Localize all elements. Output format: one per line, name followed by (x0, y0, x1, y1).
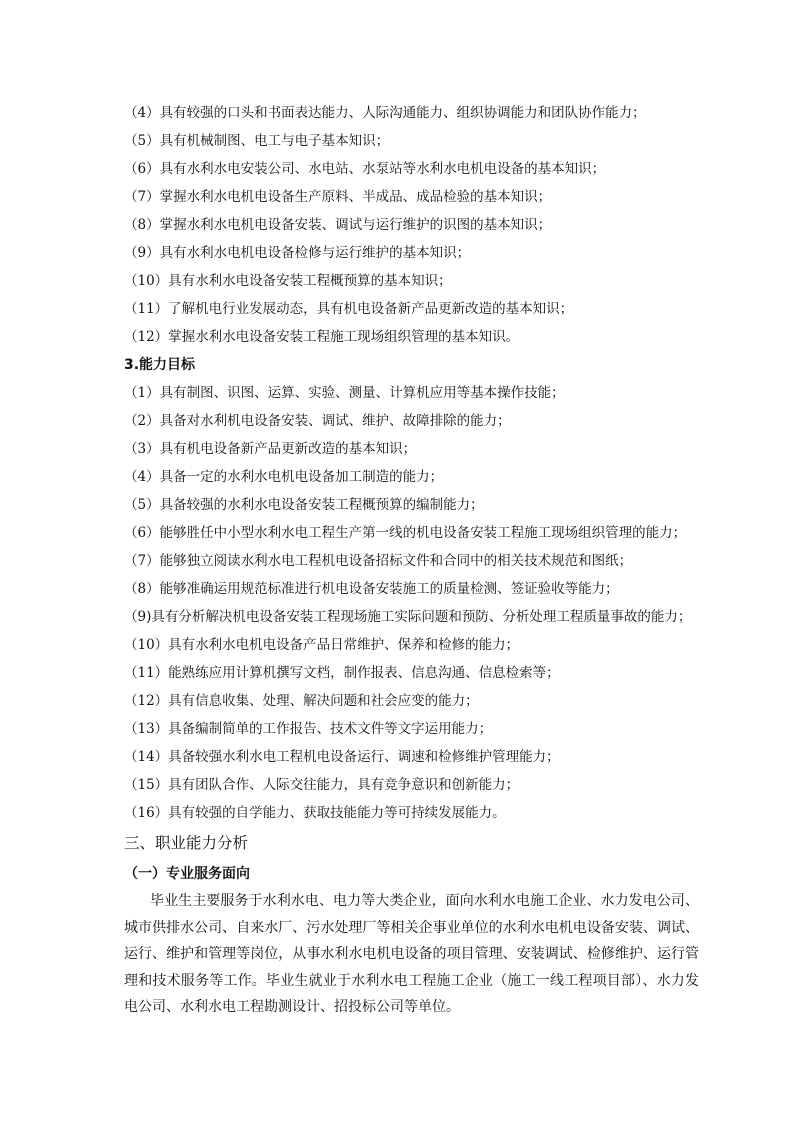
ability-item: （5）具备较强的水利水电设备安装工程概预算的编制能力； (124, 497, 484, 513)
knowledge-item: （6）具有水利水电安装公司、水电站、水泵站等水利水电机电设备的基本知识； (124, 161, 606, 177)
ability-item: （1）具有制图、识图、运算、实验、测量、计算机应用等基本操作技能； (124, 385, 565, 401)
knowledge-item: （8）掌握水利水电机电设备安装、调试与运行维护的识图的基本知识； (124, 217, 552, 233)
ability-item: （14）具备较强水利水电工程机电设备运行、调速和检修维护管理能力； (124, 749, 560, 765)
ability-heading: 3.能力目标 (124, 357, 196, 373)
knowledge-item: （10）具有水利水电设备安装工程概预算的基本知识； (124, 273, 452, 289)
ability-item: （11）能熟练应用计算机撰写文档，制作报表、信息沟通、信息检索等； (124, 665, 560, 681)
ability-item: （15）具有团队合作、人际交往能力，具有竞争意识和创新能力； (124, 777, 520, 793)
ability-item: （10）具有水利水电机电设备产品日常维护、保养和检修的能力； (124, 637, 520, 653)
ability-item: （16）具有较强的自学能力、获取技能能力等可持续发展能力。 (124, 805, 506, 821)
knowledge-item: （5）具有机械制图、电工与电子基本知识； (124, 133, 390, 149)
subsection-title: （一）专业服务面向 (124, 866, 250, 882)
ability-item: （8）能够准确运用规范标准进行机电设备安装施工的质量检测、签证验收等能力； (124, 581, 619, 597)
ability-item: （9)具有分析解决机电设备安装工程现场施工实际问题和预防、分析处理工程质量事故的能力； (124, 609, 692, 625)
ability-item: （4）具备一定的水利水电机电设备加工制造的能力； (124, 469, 444, 485)
knowledge-item: （9）具有水利水电机电设备检修与运行维护的基本知识； (124, 245, 471, 261)
ability-item: （6）能够胜任中小型水利水电工程生产第一线的机电设备安装工程施工现场组织管理的能力； (124, 525, 687, 541)
knowledge-item: （11）了解机电行业发展动态，具有机电设备新产品更新改造的基本知识； (124, 301, 574, 317)
section-title: 三、职业能力分析 (124, 834, 249, 852)
ability-item: （7）能够独立阅读水利水电工程机电设备招标文件和合同中的相关技术规范和图纸； (124, 553, 633, 569)
knowledge-item: （12）掌握水利水电设备安装工程施工现场组织管理的基本知识。 (124, 329, 520, 345)
knowledge-item: （7）掌握水利水电机电设备生产原料、半成品、成品检验的基本知识； (124, 189, 552, 205)
ability-item: （12）具有信息收集、处理、解决问题和社会应变的能力； (124, 693, 479, 709)
ability-item: （13）具备编制简单的工作报告、技术文件等文字运用能力； (124, 721, 493, 737)
service-paragraph: 毕业生主要服务于水利水电、电力等大类企业，面向水利水电施工企业、水力发电公司、城市供排水公司、自来水厂、污水处理厂等相关企事业单位的水利水电机电设备安装、调试、运行、维护和管理等岗位，从事水利水电机电设备的项目管理、安装调试、检修维护、运行管理和技术服务等工作。毕业生就业于水利水电工程施工企业（施工一线工程项目部）、水力发电公司、水利水电工程勘测设计、招投标公司等单位。 (124, 893, 699, 1016)
knowledge-item: （4）具有较强的口头和书面表达能力、人际沟通能力、组织协调能力和团队协作能力； (124, 105, 646, 121)
ability-item: （3）具有机电设备新产品更新改造的基本知识； (124, 441, 417, 457)
ability-item: （2）具备对水利机电设备安装、调试、维护、故障排除的能力； (124, 413, 511, 429)
